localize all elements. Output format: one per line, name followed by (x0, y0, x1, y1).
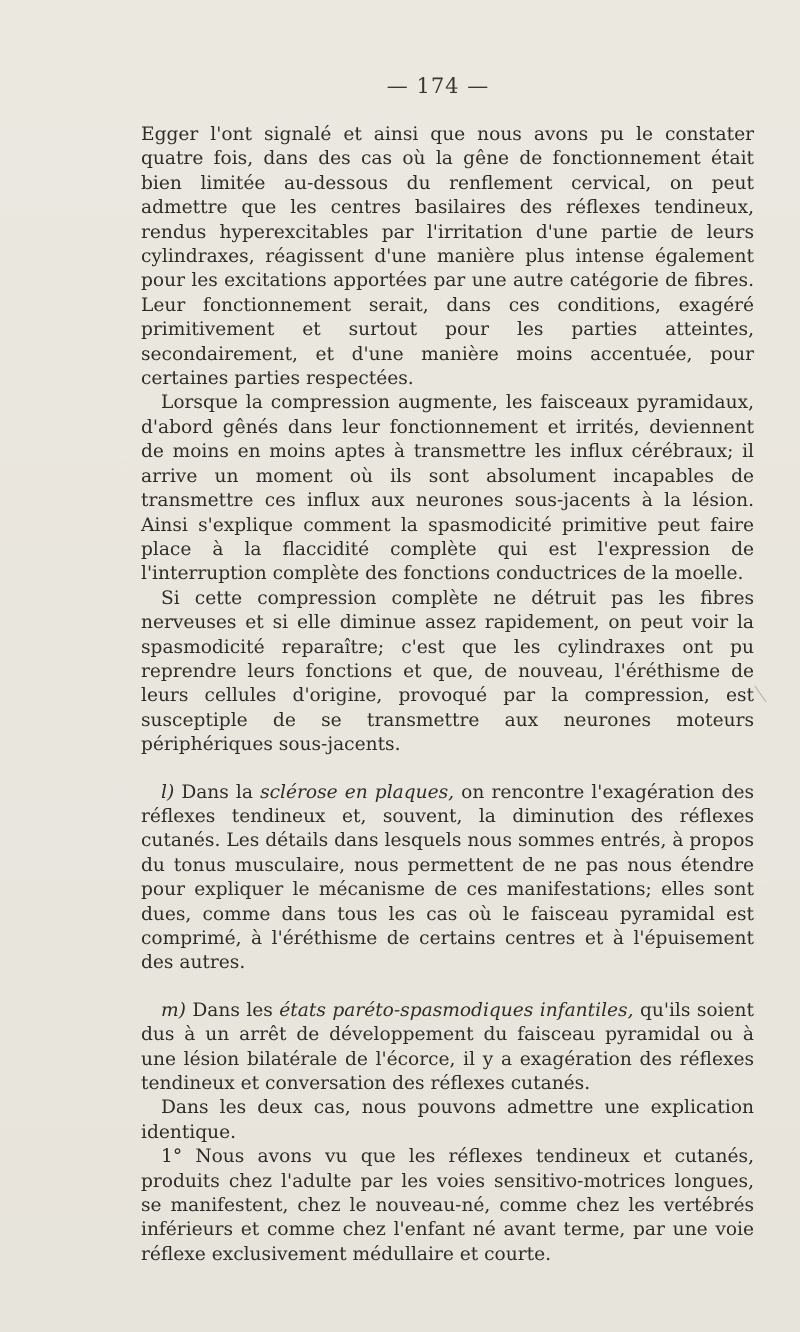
section-m-lead: Dans les (192, 999, 273, 1021)
section-l-lead: Dans la (181, 781, 253, 803)
page-number: — 174 — (386, 74, 490, 98)
section-gap (141, 758, 754, 781)
section-l-text: on rencontre l'exagération des réflexes tendineux et, souvent, la diminution des réflexes cutanés. Les détails dans lesquels nous sommes entrés, à propos du tonus musculaire, nous permettent de ne pas nous étendre pour expliquer le mécanisme de ces manifestations; elles sont dues, comme dans tous les cas où le faisceau pyramidal est comprimé, à l'éréthisme de certains centres et à l'épuisement des autres. (141, 781, 755, 974)
paragraph-4: Dans les deux cas, nous pouvons admettre une explication identique. (141, 1097, 754, 1143)
section-l-label: l) (161, 781, 175, 803)
section-l-term: sclérose en plaques, (260, 781, 455, 803)
section-m (141, 999, 754, 1097)
margin-mark (754, 686, 766, 703)
paragraph-5: 1° Nous avons vu que les réflexes tendineux et cutanés, produits chez l'adulte par les voies sensitivo-motrices longues, se manifestent, chez le nouveau-né, comme chez les vertébrés inférieurs et comme chez l'enfant né avant terme, par une voie réflexe exclusivement médullaire et courte. (141, 1146, 754, 1265)
section-m-text: qu'ils soient dus à un arrêt de développement du faisceau pyramidal ou à une lésion bilatérale de l'écorce, il y a exagération des réflexes tendineux et conversation des réflexes cutanés. (141, 999, 754, 1095)
section-l (141, 781, 754, 976)
paragraph-2: Lorsque la compression augmente, les faisceaux pyramidaux, d'abord gênés dans leur fonctionnement et irrités, deviennent de moins en moins aptes à transmettre les influx cérébraux; il arrive un moment où ils sont absolument incapables de transmettre ces influx aux neurones sous-jacents à la lésion. Ainsi s'explique comment la spasmodicité primitive peut faire place à la flaccidité complète qui est l'expression de l'interruption complète des fonctions conductrices de la moelle. (141, 392, 754, 585)
body-text (141, 123, 754, 1267)
section-m-term: états paréto-spasmodiques infantiles, (279, 999, 634, 1021)
section-m-label: m) (161, 999, 186, 1021)
section-gap (141, 976, 754, 999)
paragraph-1: Egger l'ont signalé et ainsi que nous avons pu le constater quatre fois, dans des cas où la gêne de fonctionnement était bien limitée au-dessous du renflement cervical, on peut admettre que les centres basilaires des réflexes tendineux, rendus hyperexcitables par l'irritation d'une partie de leurs cylindraxes, réagissent d'une manière plus intense également pour les excitations apportées par une autre catégorie de fibres. Leur fonctionnement serait, dans ces conditions, exagéré primitivement et surtout pour les parties atteintes, secondairement, et d'une manière moins accentuée, pour certaines parties respectées. (141, 124, 754, 390)
paragraph-3: Si cette compression complète ne détruit pas les fibres nerveuses et si elle diminue assez rapidement, on peut voir la spasmodicité reparaître; c'est que les cylindraxes ont pu reprendre leurs fonctions et que, de nouveau, l'éréthisme de leurs cellules d'origine, provoqué par la compression, est susceptiple de se transmettre aux neurones moteurs périphériques sous-jacents. (141, 587, 754, 756)
